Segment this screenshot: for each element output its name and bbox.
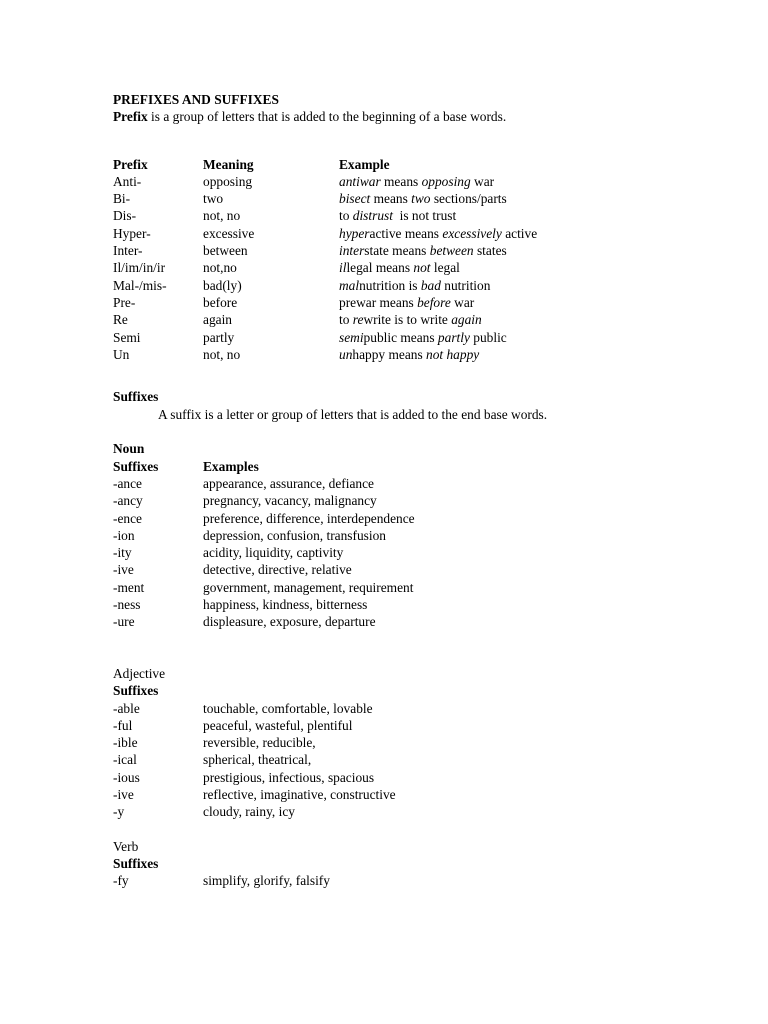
- meaning-cell: between: [203, 243, 248, 259]
- noun-table-header: [113, 458, 733, 475]
- example-cell: [339, 346, 479, 363]
- example-segment: legal: [430, 260, 460, 276]
- adjective-suffix-cell: -ious: [113, 769, 140, 785]
- example-segment: sections/parts: [430, 191, 507, 207]
- noun-suffix-cell: -ity: [113, 545, 132, 561]
- prefix-table-body: [113, 173, 733, 363]
- example-cell: [339, 294, 474, 311]
- noun-row: [113, 596, 733, 613]
- prefix-cell: Pre-: [113, 294, 136, 310]
- example-segment: re: [352, 312, 364, 328]
- example-cell: [339, 225, 537, 242]
- example-segment: again: [451, 312, 482, 328]
- meaning-cell: not, no: [203, 346, 241, 362]
- adjective-examples-cell: cloudy, rainy, icy: [203, 804, 295, 820]
- prefix-cell: Re: [113, 312, 128, 328]
- adjective-row: [113, 786, 733, 803]
- noun-row: [113, 544, 733, 561]
- noun-suffix-cell: -ment: [113, 579, 145, 595]
- example-segment: two: [411, 191, 431, 207]
- example-segment: to: [339, 208, 353, 224]
- example-cell: [339, 259, 460, 276]
- example-cell: [339, 329, 507, 346]
- meaning-cell: not, no: [203, 208, 241, 224]
- noun-row: [113, 510, 733, 527]
- noun-examples-cell: appearance, assurance, defiance: [203, 475, 374, 491]
- meaning-cell: bad(ly): [203, 277, 242, 293]
- noun-suffix-cell: -ion: [113, 527, 135, 543]
- suffixes-heading: Suffixes: [113, 389, 159, 405]
- noun-suffix-cell: -ence: [113, 510, 142, 526]
- adjective-row: [113, 717, 733, 734]
- noun-row: [113, 613, 733, 630]
- example-segment: means: [370, 191, 412, 207]
- document-title: PREFIXES AND SUFFIXES: [113, 92, 279, 107]
- example-segment: un: [339, 346, 353, 362]
- example-segment: nutrition: [440, 277, 491, 293]
- noun-examples-cell: displeasure, exposure, departure: [203, 614, 376, 630]
- noun-row: [113, 579, 733, 596]
- example-segment: active means: [369, 225, 443, 241]
- prefix-cell: Mal-/mis-: [113, 277, 167, 293]
- prefix-row: [113, 190, 733, 207]
- example-segment: war: [450, 294, 475, 310]
- meaning-cell: two: [203, 191, 224, 207]
- adjective-row: [113, 700, 733, 717]
- adjective-row: [113, 751, 733, 768]
- example-cell: [339, 277, 490, 294]
- example-segment: to: [339, 312, 353, 328]
- noun-label: Noun: [113, 441, 145, 457]
- prefix-row: [113, 346, 733, 363]
- example-segment: hyper: [339, 225, 370, 241]
- example-segment: not happy: [426, 346, 480, 362]
- prefix-row: [113, 311, 733, 328]
- noun-examples-cell: happiness, kindness, bitterness: [203, 597, 368, 613]
- example-segment: opposing: [421, 173, 471, 189]
- noun-examples-cell: pregnancy, vacancy, malignancy: [203, 493, 377, 509]
- example-segment: semi: [339, 329, 364, 345]
- example-cell: [339, 190, 507, 207]
- example-segment: public means: [363, 329, 438, 345]
- adjective-suffix-cell: -ive: [113, 786, 134, 802]
- example-segment: war: [470, 173, 495, 189]
- header-example: Example: [339, 156, 390, 172]
- prefix-definition-text: is a group of letters that is added to the beginning of a base words.: [147, 109, 507, 125]
- adjective-suffixes-header: Suffixes: [113, 683, 159, 699]
- prefix-row: [113, 294, 733, 311]
- prefix-row: [113, 242, 733, 259]
- noun-examples-header: Examples: [203, 458, 259, 474]
- prefix-term: Prefix: [113, 109, 148, 125]
- example-segment: write is to write: [363, 312, 452, 328]
- example-segment: excessively: [442, 225, 502, 241]
- prefix-row: [113, 207, 733, 224]
- header-prefix: Prefix: [113, 156, 148, 172]
- verb-label: Verb: [113, 838, 139, 854]
- adjective-suffix-cell: -able: [113, 700, 140, 716]
- adjective-suffix-cell: -ical: [113, 752, 137, 768]
- noun-suffix-cell: -ure: [113, 614, 135, 630]
- example-segment: active: [501, 225, 538, 241]
- noun-suffixes-header: Suffixes: [113, 458, 159, 474]
- verb-suffix-cell: -fy: [113, 873, 129, 889]
- header-meaning: Meaning: [203, 156, 254, 172]
- example-segment: public: [469, 329, 507, 345]
- adjective-table-body: [113, 700, 733, 821]
- noun-suffix-cell: -ance: [113, 475, 142, 491]
- example-segment: legal means: [346, 260, 414, 276]
- example-segment: prewar means: [339, 294, 418, 310]
- example-cell: [339, 311, 482, 328]
- adjective-row: [113, 734, 733, 751]
- example-segment: before: [417, 294, 451, 310]
- example-segment: not: [413, 260, 431, 276]
- adjective-label: Adjective: [113, 665, 166, 681]
- example-cell: [339, 242, 507, 259]
- example-segment: distrust: [352, 208, 393, 224]
- noun-examples-cell: preference, difference, interdependence: [203, 510, 415, 526]
- noun-row: [113, 492, 733, 509]
- meaning-cell: again: [203, 312, 232, 328]
- meaning-cell: opposing: [203, 173, 253, 189]
- noun-suffix-cell: -ive: [113, 562, 134, 578]
- prefix-cell: Semi: [113, 329, 141, 345]
- adjective-examples-cell: peaceful, wasteful, plentiful: [203, 717, 353, 733]
- example-segment: means: [380, 173, 422, 189]
- prefix-table-header: [113, 156, 733, 173]
- noun-table-body: [113, 475, 733, 631]
- adjective-examples-cell: reversible, reducible,: [203, 735, 316, 751]
- prefix-cell: Un: [113, 346, 130, 362]
- example-segment: nutrition is: [359, 277, 421, 293]
- prefix-cell: Inter-: [113, 243, 143, 259]
- meaning-cell: partly: [203, 329, 235, 345]
- example-segment: happy means: [352, 346, 427, 362]
- adjective-examples-cell: touchable, comfortable, lovable: [203, 700, 373, 716]
- example-segment: state means: [364, 243, 430, 259]
- noun-suffix-cell: -ness: [113, 597, 141, 613]
- example-segment: bad: [420, 277, 441, 293]
- noun-row: [113, 475, 733, 492]
- verb-suffixes-header: Suffixes: [113, 856, 159, 872]
- noun-suffix-cell: -ancy: [113, 493, 143, 509]
- adjective-suffix-cell: -y: [113, 804, 125, 820]
- prefix-cell: Bi-: [113, 191, 131, 207]
- example-segment: mal: [339, 277, 360, 293]
- prefix-cell: Dis-: [113, 208, 137, 224]
- prefix-row: [113, 225, 733, 242]
- example-segment: partly: [437, 329, 470, 345]
- adjective-row: [113, 769, 733, 786]
- adjective-row: [113, 803, 733, 820]
- meaning-cell: before: [203, 294, 238, 310]
- prefix-row: [113, 277, 733, 294]
- verb-table-body: [113, 872, 733, 889]
- prefix-row: [113, 329, 733, 346]
- example-segment: inter: [339, 243, 365, 259]
- noun-row: [113, 527, 733, 544]
- example-segment: antiwar: [339, 173, 381, 189]
- prefix-cell: Anti-: [113, 173, 142, 189]
- document-page: [113, 91, 733, 890]
- noun-examples-cell: acidity, liquidity, captivity: [203, 545, 344, 561]
- adjective-suffix-cell: -ible: [113, 735, 138, 751]
- meaning-cell: not,no: [203, 260, 237, 276]
- example-segment: il: [339, 260, 347, 276]
- adjective-suffix-cell: -ful: [113, 717, 133, 733]
- noun-examples-cell: depression, confusion, transfusion: [203, 527, 386, 543]
- adjective-examples-cell: prestigious, infectious, spacious: [203, 769, 375, 785]
- suffix-definition: A suffix is a letter or group of letters that is added to the end base words.: [158, 406, 548, 422]
- verb-examples-cell: simplify, glorify, falsify: [203, 873, 330, 889]
- noun-row: [113, 561, 733, 578]
- prefix-cell: Hyper-: [113, 225, 151, 241]
- adjective-examples-cell: spherical, theatrical,: [203, 752, 312, 768]
- meaning-cell: excessive: [203, 225, 255, 241]
- example-cell: [339, 173, 494, 190]
- example-segment: between: [429, 243, 474, 259]
- prefix-cell: Il/im/in/ir: [113, 260, 166, 276]
- verb-row: [113, 872, 733, 889]
- example-segment: bisect: [339, 191, 371, 207]
- adjective-examples-cell: reflective, imaginative, constructive: [203, 786, 396, 802]
- noun-examples-cell: detective, directive, relative: [203, 562, 352, 578]
- prefix-row: [113, 259, 733, 276]
- prefix-definition: [113, 108, 733, 125]
- example-cell: [339, 207, 456, 224]
- prefix-row: [113, 173, 733, 190]
- example-segment: states: [473, 243, 507, 259]
- noun-examples-cell: government, management, requirement: [203, 579, 414, 595]
- example-segment: is not trust: [392, 208, 457, 224]
